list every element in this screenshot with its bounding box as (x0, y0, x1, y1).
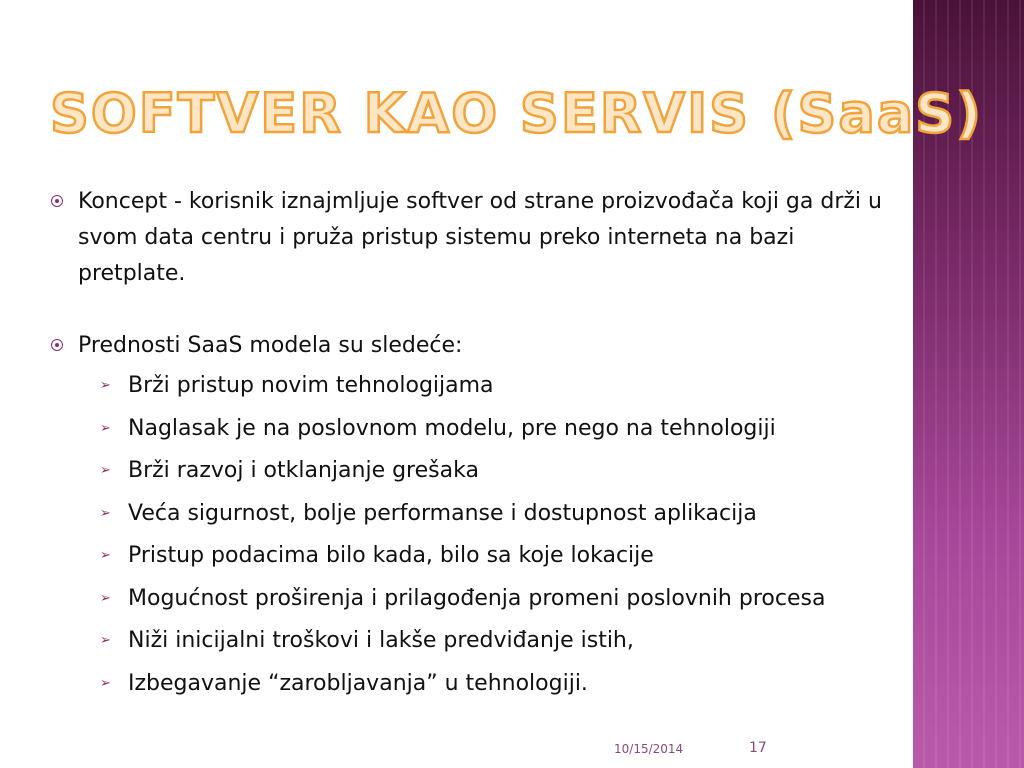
sub-bullet-item (78, 496, 898, 532)
bullet-text: Koncept - korisnik iznajmljuje softver od strane proizvođača koji ga drži u svom data centru i pruža pristup sistemu preko interneta na bazi pretplate. (78, 189, 882, 286)
chevron-right-icon: ➢ (100, 590, 111, 606)
bullet-item (48, 328, 898, 702)
sub-bullet-text: Brži pristup novim tehnologijama (128, 373, 494, 398)
sub-bullet-item (78, 538, 898, 574)
sub-bullet-item (78, 623, 898, 659)
chevron-right-icon: ➢ (100, 675, 111, 691)
bullet-item (48, 184, 898, 292)
sub-bullet-text: Izbegavanje “zarobljavanja” u tehnologiji. (128, 670, 588, 696)
sub-bullet-list (78, 368, 898, 702)
chevron-right-icon: ➢ (100, 463, 111, 478)
sub-bullet-text: Pristup podacima bilo kada, bilo sa koje lokacije (128, 543, 654, 568)
chevron-right-icon: ➢ (100, 378, 111, 393)
sub-bullet-text: Niži inicijalni troškovi i lakše predviđanje istih, (128, 628, 634, 653)
sub-bullet-item (78, 666, 898, 702)
sub-bullet-item (78, 453, 898, 489)
sub-bullet-item (78, 368, 898, 404)
sub-bullet-text: Naglasak je na poslovnom modelu, pre nego na tehnologiji (128, 415, 776, 441)
slide-content (48, 184, 898, 708)
sub-bullet-text: Brži razvoj i otklanjanje grešaka (128, 458, 479, 483)
sub-bullet-item (78, 411, 898, 447)
chevron-right-icon: ➢ (100, 420, 111, 436)
circle-dot-bullet-icon (51, 339, 63, 351)
chevron-right-icon: ➢ (100, 505, 111, 521)
sub-bullet-item (78, 581, 898, 617)
chevron-right-icon: ➢ (100, 633, 111, 648)
sub-bullet-text: Mogućnost proširenja i prilagođenja promeni poslovnih procesa (128, 585, 826, 611)
sub-bullet-text: Veća sigurnost, bolje performanse i dostupnost aplikacija (128, 500, 757, 526)
slide-number: 17 (749, 740, 767, 756)
slide-title: SOFTVER KAO SERVIS (SaaS) (50, 82, 983, 145)
slide-date: 10/15/2014 (614, 742, 684, 756)
circle-dot-bullet-icon (51, 195, 63, 207)
chevron-right-icon: ➢ (100, 548, 111, 563)
bullet-text: Prednosti SaaS modela su sledeće: (78, 333, 463, 358)
